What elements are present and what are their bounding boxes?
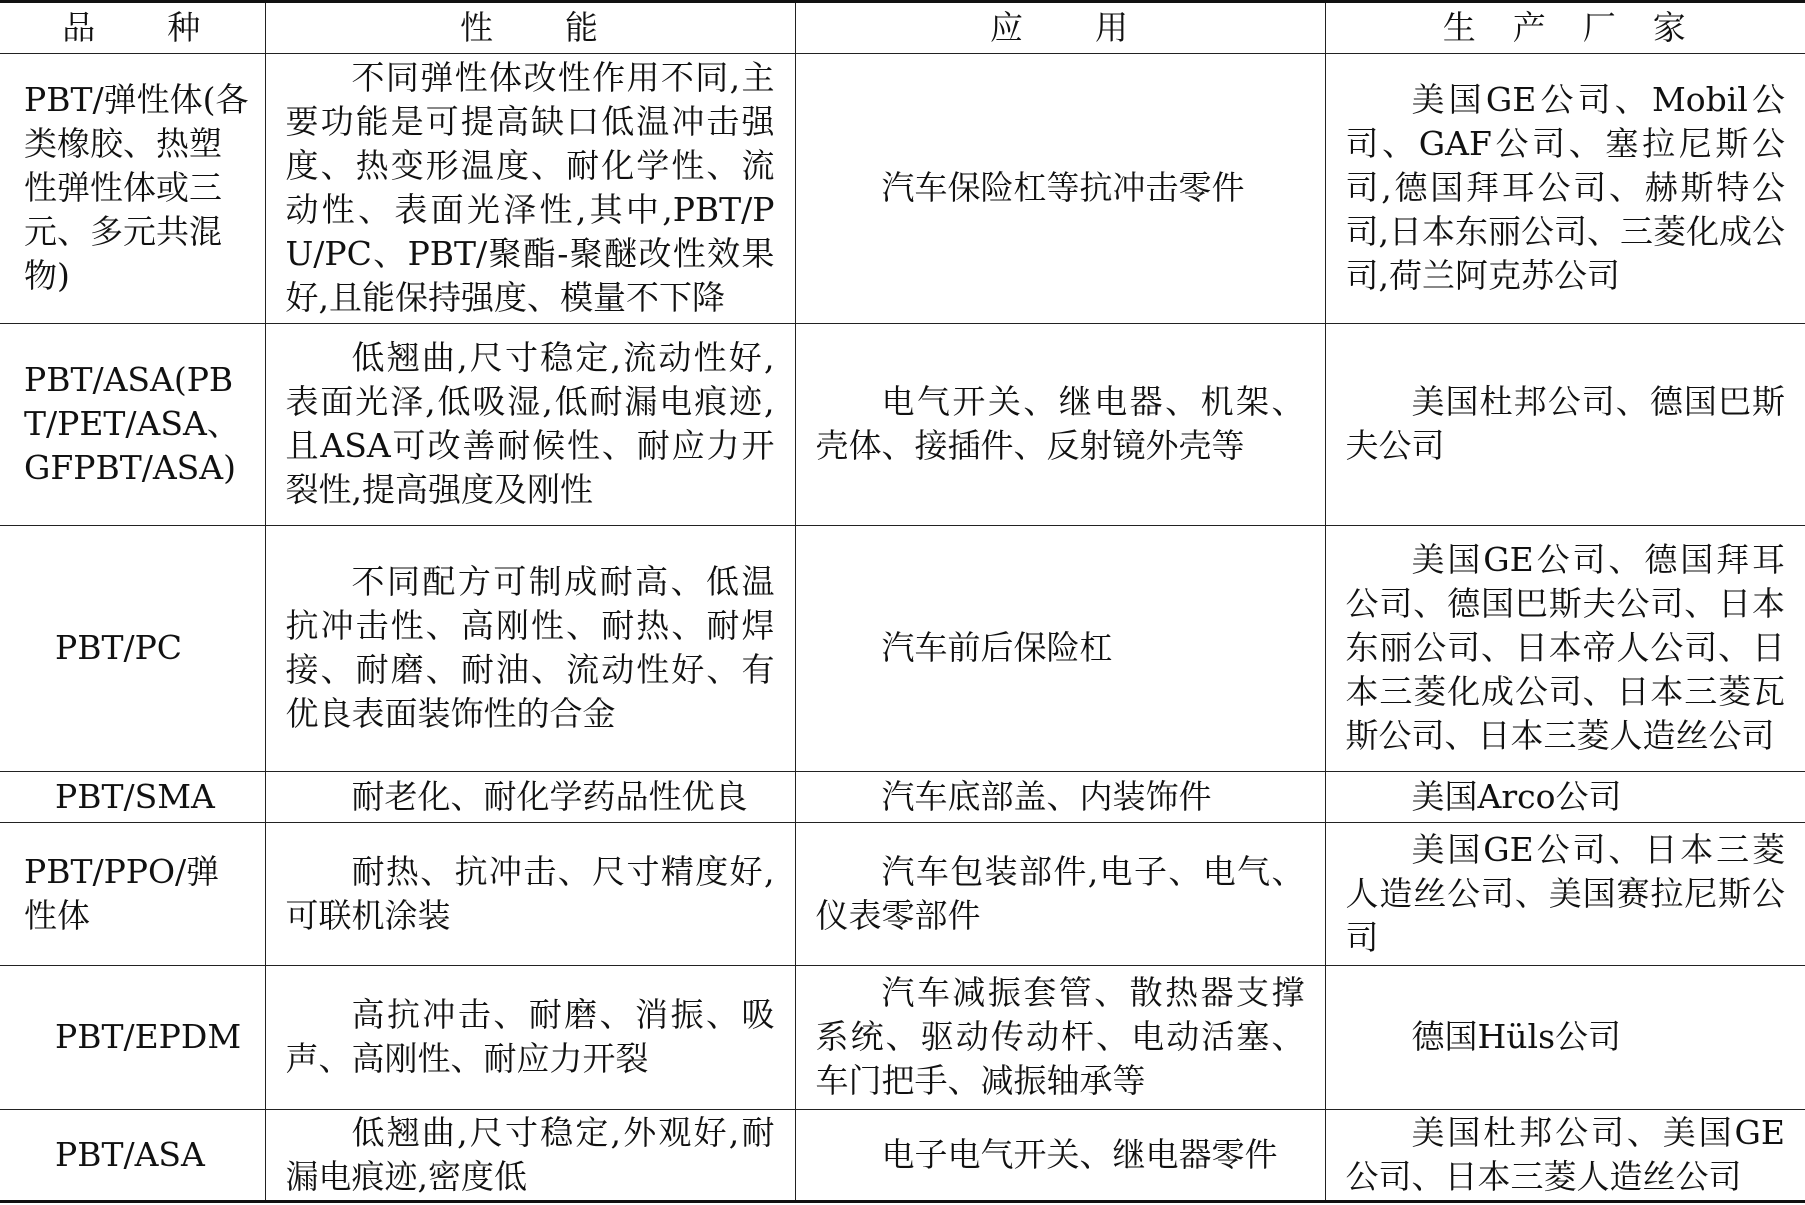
cell-performance: 耐老化、耐化学药品性优良 — [265, 772, 795, 823]
table-row — [0, 1110, 1805, 1202]
cell-variety: PBT/PPO/弹性体 — [0, 823, 265, 966]
cell-performance: 低翘曲,尺寸稳定,外观好,耐漏电痕迹,密度低 — [265, 1110, 795, 1202]
cell-application: 汽车减振套管、散热器支撑系统、驱动传动杆、电动活塞、车门把手、减振轴承等 — [795, 965, 1325, 1110]
header-variety: 品 种 — [0, 2, 265, 54]
cell-manufacturer: 美国Arco公司 — [1325, 772, 1805, 823]
cell-variety: PBT/弹性体(各类橡胶、热塑性弹性体或三元、多元共混物) — [0, 54, 265, 324]
cell-variety: PBT/ASA(PBT/PET/ASA、GFPBT/ASA) — [0, 323, 265, 525]
cell-performance: 不同弹性体改性作用不同,主要功能是可提高缺口低温冲击强度、热变形温度、耐化学性、流动性、表面光泽性,其中,PBT/PU/PC、PBT/聚酯-聚醚改性效果好,且能保持强度、模量不下降 — [265, 54, 795, 324]
table-header-row — [0, 2, 1805, 54]
table-row — [0, 823, 1805, 966]
table-row — [0, 323, 1805, 525]
cell-application: 汽车前后保险杠 — [795, 525, 1325, 772]
cell-manufacturer: 美国杜邦公司、德国巴斯夫公司 — [1325, 323, 1805, 525]
cell-variety: PBT/EPDM — [0, 965, 265, 1110]
header-application: 应 用 — [795, 2, 1325, 54]
header-manufacturer: 生 产 厂 家 — [1325, 2, 1805, 54]
cell-application: 电气开关、继电器、机架、壳体、接插件、反射镜外壳等 — [795, 323, 1325, 525]
header-performance: 性 能 — [265, 2, 795, 54]
cell-performance: 低翘曲,尺寸稳定,流动性好,表面光泽,低吸湿,低耐漏电痕迹,且ASA可改善耐候性、耐应力开裂性,提高强度及刚性 — [265, 323, 795, 525]
cell-application: 汽车保险杠等抗冲击零件 — [795, 54, 1325, 324]
cell-variety: PBT/SMA — [0, 772, 265, 823]
cell-performance: 不同配方可制成耐高、低温抗冲击性、高刚性、耐热、耐焊接、耐磨、耐油、流动性好、有优良表面装饰性的合金 — [265, 525, 795, 772]
table-row — [0, 525, 1805, 772]
cell-manufacturer: 德国Hüls公司 — [1325, 965, 1805, 1110]
cell-application: 电子电气开关、继电器零件 — [795, 1110, 1325, 1202]
cell-manufacturer: 美国GE公司、Mobil公司、GAF公司、塞拉尼斯公司,德国拜耳公司、赫斯特公司,日本东丽公司、三菱化成公司,荷兰阿克苏公司 — [1325, 54, 1805, 324]
cell-variety: PBT/ASA — [0, 1110, 265, 1202]
cell-variety: PBT/PC — [0, 525, 265, 772]
cell-performance: 耐热、抗冲击、尺寸精度好,可联机涂装 — [265, 823, 795, 966]
cell-application: 汽车包装部件,电子、电气、仪表零部件 — [795, 823, 1325, 966]
table-row — [0, 54, 1805, 324]
cell-manufacturer: 美国杜邦公司、美国GE公司、日本三菱人造丝公司 — [1325, 1110, 1805, 1202]
table-row — [0, 965, 1805, 1110]
cell-application: 汽车底部盖、内装饰件 — [795, 772, 1325, 823]
cell-manufacturer: 美国GE公司、日本三菱人造丝公司、美国赛拉尼斯公司 — [1325, 823, 1805, 966]
cell-manufacturer: 美国GE公司、德国拜耳公司、德国巴斯夫公司、日本东丽公司、日本帝人公司、日本三菱化成公司、日本三菱瓦斯公司、日本三菱人造丝公司 — [1325, 525, 1805, 772]
table-row — [0, 772, 1805, 823]
cell-performance: 高抗冲击、耐磨、消振、吸声、高刚性、耐应力开裂 — [265, 965, 795, 1110]
